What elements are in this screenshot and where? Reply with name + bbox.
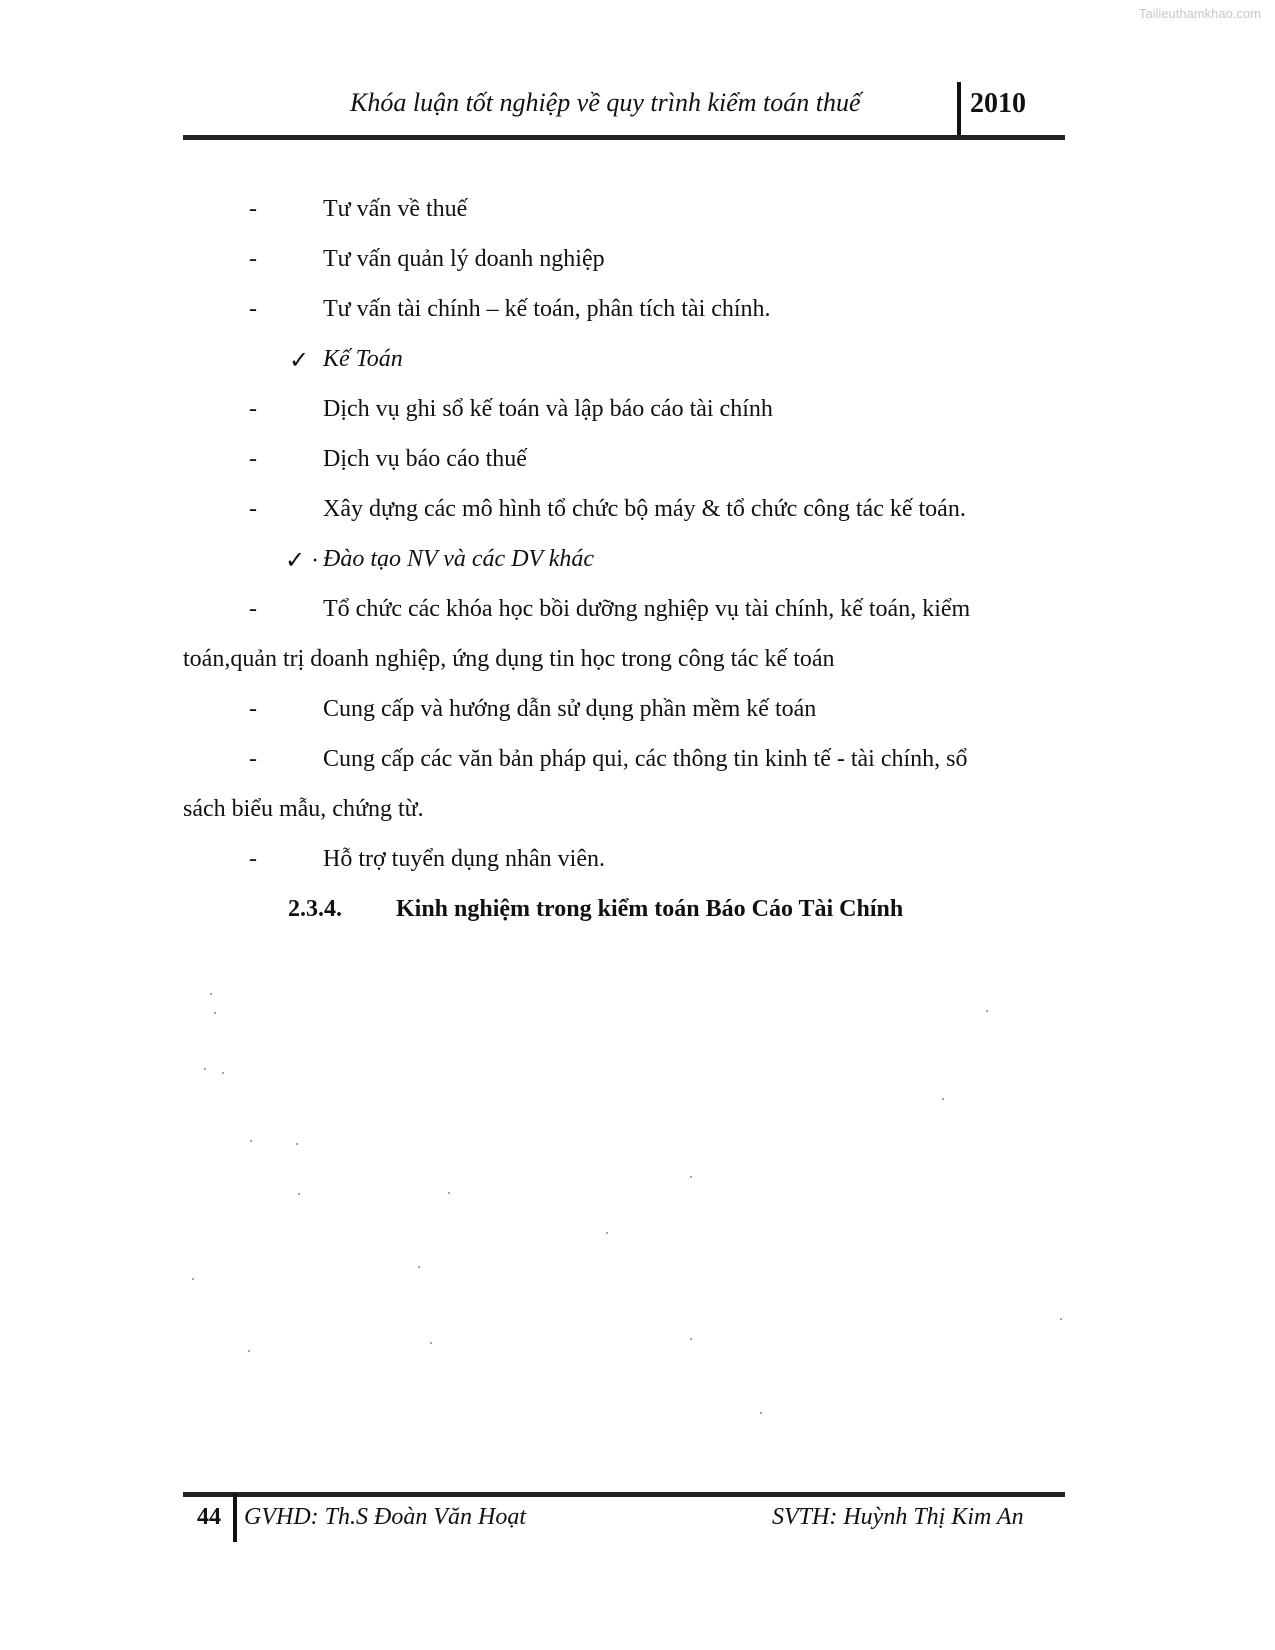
section-heading: Kinh nghiệm trong kiểm toán Báo Cáo Tài Chính [396,896,904,922]
scan-speck [210,993,212,995]
list-item: Tư vấn về thuế [323,196,468,222]
scan-speck [250,1140,252,1142]
scan-speck [448,1192,450,1194]
footer-advisor: GVHD: Th.S Đoàn Văn Hoạt [244,1504,526,1530]
list-item: Xây dựng các mô hình tổ chức bộ máy & tổ chức công tác kế toán. [323,496,966,522]
bullet-dash: - [249,496,257,522]
bullet-dash: - [249,696,257,722]
footer-student: SVTH: Huỳnh Thị Kim An [772,1504,1024,1530]
scan-speck [214,1012,216,1014]
bullet-dash: - [249,296,257,322]
bullet-dash: - [249,246,257,272]
scan-speck [986,1010,988,1012]
bullet-dash: - [249,596,257,622]
check-icon: ✓ · [285,548,320,574]
bullet-dash: - [249,196,257,222]
list-item-continuation: sách biểu mẫu, chứng từ. [183,796,424,822]
scan-speck [690,1176,692,1178]
header-year: 2010 [970,88,1026,119]
section-heading-number: 2.3.4. [288,896,342,922]
check-icon: ✓ [289,348,310,374]
list-item: Dịch vụ ghi sổ kế toán và lập báo cáo tài chính [323,396,773,422]
footer-separator [233,1494,237,1542]
header-title: Khóa luận tốt nghiệp về quy trình kiểm toán thuế [350,88,861,117]
scan-speck [248,1350,250,1352]
list-item: Tổ chức các khóa học bồi dưỡng nghiệp vụ tài chính, kế toán, kiểm [323,596,971,622]
list-item: Cung cấp và hướng dẫn sử dụng phần mềm kế toán [323,696,817,722]
bullet-dash: - [249,746,257,772]
bullet-dash: - [249,846,257,872]
section-ke-toan: Kế Toán [323,346,403,372]
list-item-continuation: toán,quản trị doanh nghiệp, ứng dụng tin học trong công tác kế toán [183,646,835,672]
scan-speck [204,1068,206,1070]
watermark: Tailieuthamkhao.com [1138,6,1261,21]
scan-speck [298,1193,300,1195]
list-item: Cung cấp các văn bản pháp qui, các thông tin kinh tế - tài chính, sổ [323,746,968,772]
list-item: Hỗ trợ tuyển dụng nhân viên. [323,846,605,872]
scan-speck [192,1278,194,1280]
scan-speck [606,1232,608,1234]
bullet-dash: - [249,446,257,472]
scan-speck [690,1338,692,1340]
footer-rule [183,1492,1065,1497]
scan-speck [942,1098,944,1100]
scan-speck [296,1143,298,1145]
scan-speck [418,1266,420,1268]
scan-speck [1060,1318,1062,1320]
list-item: Tư vấn quản lý doanh nghiệp [323,246,605,272]
section-dao-tao: Đào tạo NV và các DV khác [323,546,595,572]
list-item: Dịch vụ báo cáo thuế [323,446,527,472]
list-item: Tư vấn tài chính – kế toán, phân tích tài chính. [323,296,771,322]
scan-speck [760,1412,762,1414]
scan-speck [430,1342,432,1344]
scan-speck [222,1072,224,1074]
bullet-dash: - [249,396,257,422]
page-number: 44 [197,1504,221,1530]
